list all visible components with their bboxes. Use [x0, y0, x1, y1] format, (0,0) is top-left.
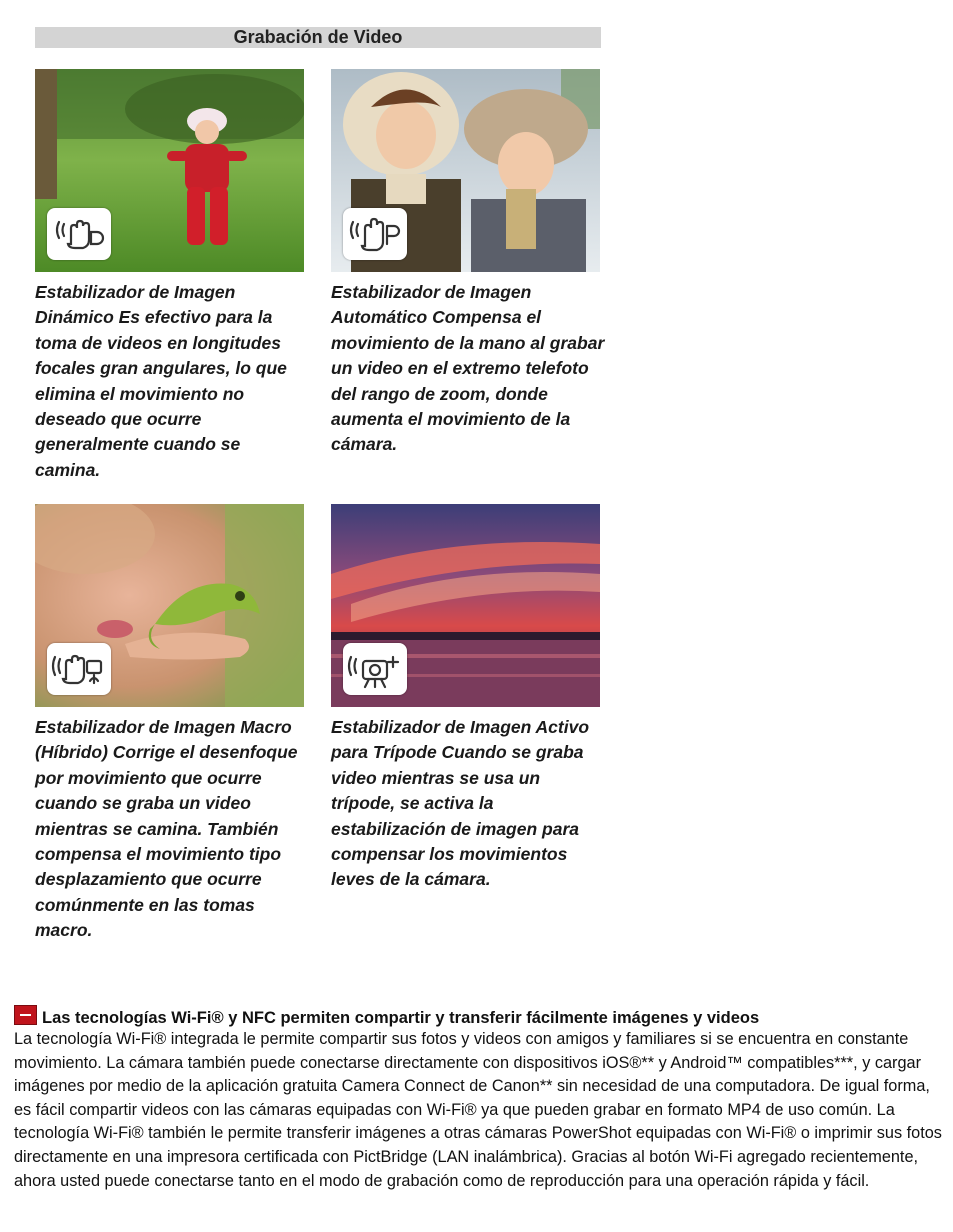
section-title: Grabación de Video: [35, 27, 601, 48]
minus-icon[interactable]: [14, 1005, 37, 1025]
tripod-stabilizer-icon: [343, 643, 407, 695]
hand-stabilizer-powered-icon: [343, 208, 407, 260]
card-text-automatic: Estabilizador de Imagen Automático Compensa el movimiento de la mano al grabar un video en el extremo telefoto del rango de zoom, donde aumenta el movimiento de la cámara.: [331, 282, 605, 455]
card-text-macro: Estabilizador de Imagen Macro (Híbrido) Corrige el desenfoque por movimiento que ocurre cuando se graba un video mientras se camina. También compensa el movimiento tipo desplazamiento que ocurre comúnmente en las tomas macro.: [35, 717, 298, 941]
photo-child-chameleon: [35, 504, 304, 707]
photo-sunset-lake: [331, 504, 600, 707]
card-text-tripod: Estabilizador de Imagen Activo para Trípode Cuando se graba video mientras se usa un trípode, se activa la estabilización de imagen para compensar los movimientos leves de la cámara.: [331, 717, 590, 890]
wifi-heading-text: Las tecnologías Wi-Fi® y NFC permiten compartir y transferir fácilmente imágenes y videos: [42, 1009, 760, 1027]
wifi-body-text: La tecnología Wi-Fi® integrada le permite compartir sus fotos y videos con amigos y familiares si se encuentra en constante movimiento. La cámara también puede conectarse directamente con dispositivos iOS®** y Android™ compatibles***, y cargar imágenes por medio de la aplicación gratuita Camera Connect de Canon** sin necesidad de una computadora. De igual forma, es fácil compartir videos con las cámaras equipadas con Wi-Fi® ya que pueden grabar en formato MP4 de uso común. La tecnología Wi-Fi® también le permite transferir imágenes a otras cámaras PowerShot equipadas con Wi-Fi® o imprimir sus fotos directamente en una impresora certificada con PictBridge (LAN inalámbrica). Gracias al botón Wi-Fi agregado recientemente, ahora usted puede conectarse tanto en el modo de grabación como de reproducción para una operación rápida y fácil.: [14, 1030, 942, 1190]
photo-women-winter: [331, 69, 600, 272]
card-text-dynamic: Estabilizador de Imagen Dinámico Es efectivo para la toma de videos en longitudes focales gran angulares, lo que elimina el movimiento no deseado que ocurre generalmente cuando se camina.: [35, 282, 287, 480]
hand-stabilizer-macro-icon: [47, 643, 111, 695]
hand-stabilizer-dynamic-icon: [47, 208, 111, 260]
wifi-heading: [14, 1005, 944, 1029]
photo-child-walking: [35, 69, 304, 272]
